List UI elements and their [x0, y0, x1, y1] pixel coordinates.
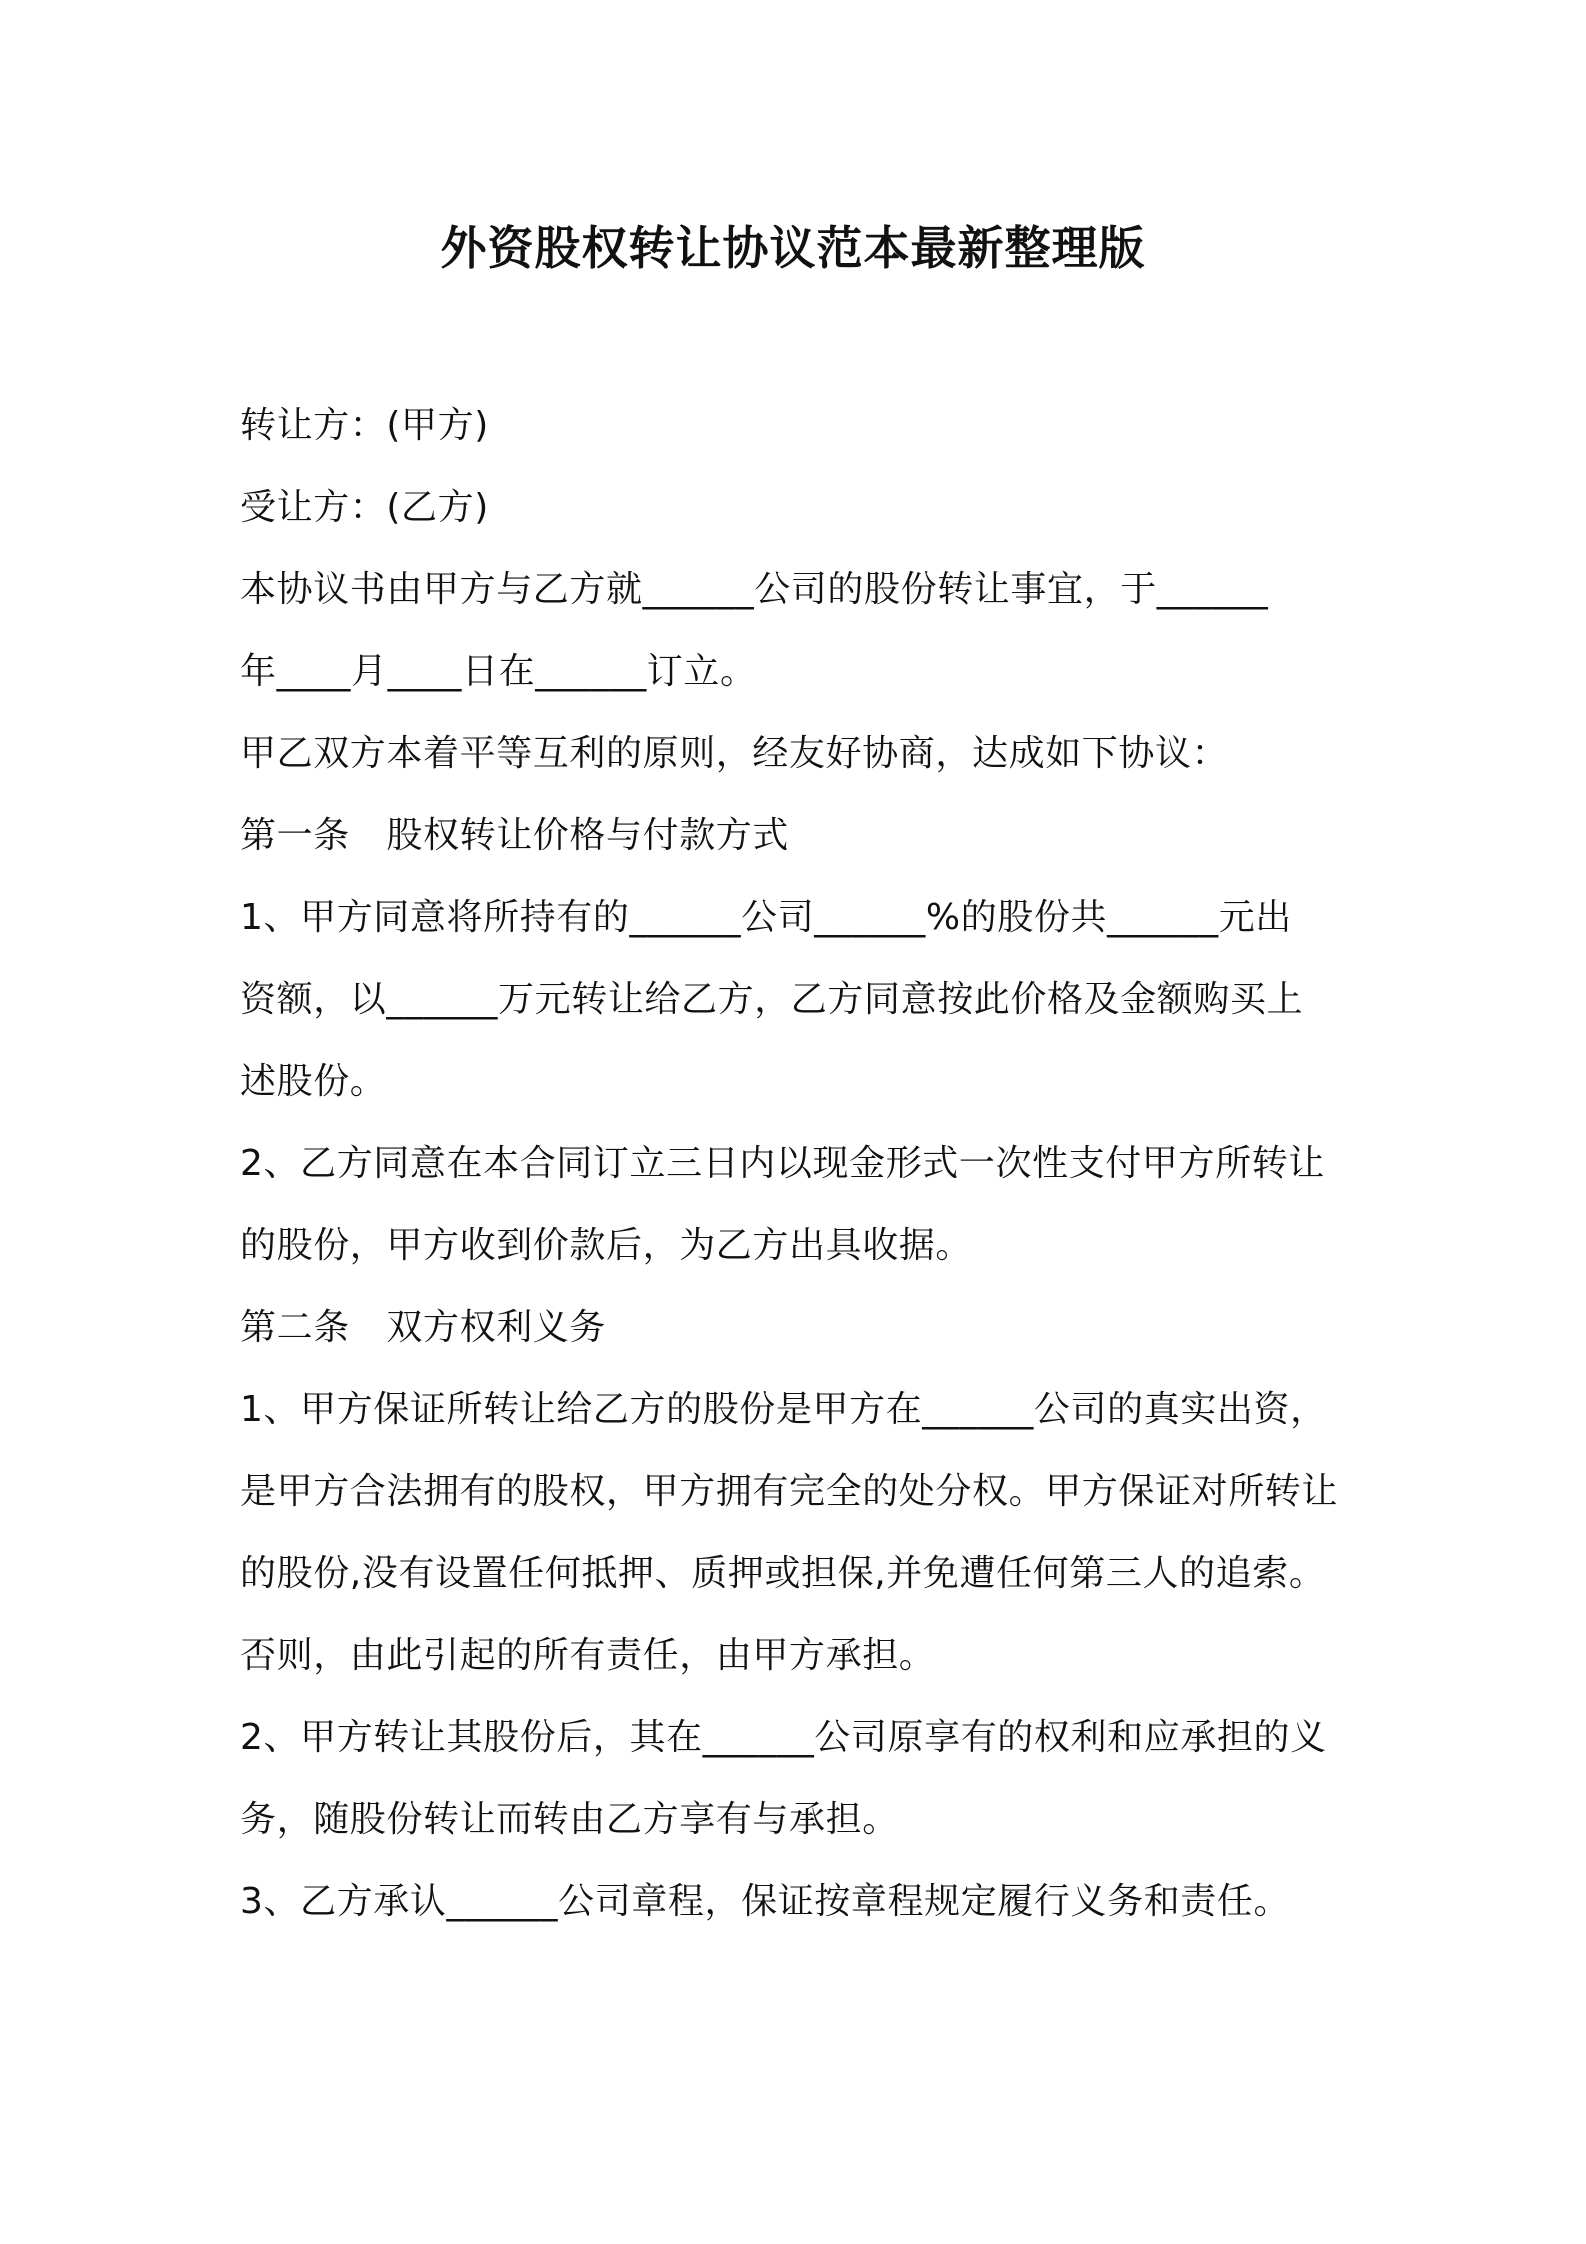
- preamble-line-2: 年____月____日在______订立。: [240, 651, 757, 692]
- article-2-heading: 第二条 双方权利义务: [240, 1307, 607, 1348]
- transferor-line: 转让方：(甲方): [240, 405, 489, 446]
- document-title: 外资股权转让协议范本最新整理版: [440, 221, 1146, 275]
- article-1-clause-1-line-3: 述股份。: [240, 1061, 387, 1102]
- article-2-clause-2-line-1: 2、甲方转让其股份后，其在______公司原享有的权利和应承担的义: [240, 1717, 1327, 1758]
- article-2-clause-3-line-1: 3、乙方承认______公司章程，保证按章程规定履行义务和责任。: [240, 1881, 1291, 1922]
- article-1-clause-1-line-2: 资额，以______万元转让给乙方，乙方同意按此价格及金额购买上: [240, 979, 1304, 1020]
- article-1-clause-1-line-1: 1、甲方同意将所持有的______公司______%的股份共______元出: [240, 897, 1292, 938]
- preamble-line-1: 本协议书由甲方与乙方就______公司的股份转让事宜，于______: [240, 569, 1269, 610]
- transferee-line: 受让方：(乙方): [240, 487, 489, 528]
- article-1-heading: 第一条 股权转让价格与付款方式: [240, 815, 790, 856]
- agreement-intro: 甲乙双方本着平等互利的原则，经友好协商，达成如下协议：: [240, 733, 1229, 774]
- article-2-clause-1-line-2: 是甲方合法拥有的股权，甲方拥有完全的处分权。甲方保证对所转让: [240, 1471, 1339, 1512]
- article-2-clause-1-line-1: 1、甲方保证所转让给乙方的股份是甲方在______公司的真实出资，: [240, 1389, 1327, 1430]
- article-1-clause-2-line-1: 2、乙方同意在本合同订立三日内以现金形式一次性支付甲方所转让: [240, 1143, 1325, 1184]
- article-2-clause-1-line-4: 否则，由此引起的所有责任，由甲方承担。: [240, 1635, 936, 1676]
- article-1-clause-2-line-2: 的股份，甲方收到价款后，为乙方出具收据。: [240, 1225, 973, 1266]
- article-2-clause-2-line-2: 务，随股份转让而转由乙方享有与承担。: [240, 1799, 899, 1840]
- document-body: [240, 406, 1360, 1922]
- article-2-clause-1-line-3: 的股份,没有设置任何抵押、质押或担保,并免遭任何第三人的追索。: [240, 1553, 1326, 1594]
